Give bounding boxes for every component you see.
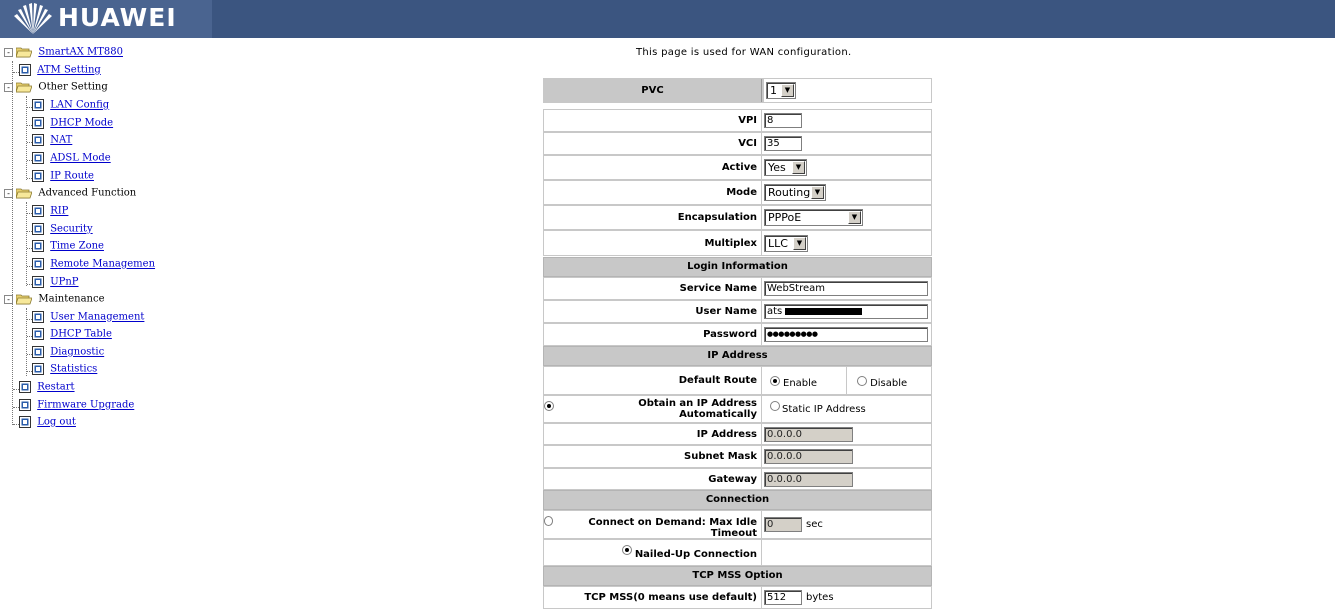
mode-select[interactable] (764, 184, 826, 201)
dropdown-arrow-icon[interactable]: ▼ (848, 211, 861, 224)
nailed-up-row (543, 539, 932, 566)
collapse-icon[interactable]: - (4, 48, 13, 57)
nav-restart[interactable] (19, 381, 75, 397)
idle-timeout-unit: sec (806, 519, 823, 530)
folder-open-icon (16, 46, 32, 58)
nav-security-link[interactable]: Security (50, 223, 93, 235)
ip-address-header: IP Address (543, 346, 932, 366)
static-ip-label: Static IP Address (782, 403, 866, 415)
page-icon (32, 99, 44, 111)
ip-mode-row (543, 395, 932, 423)
nav-statistics-link[interactable]: Statistics (50, 363, 98, 375)
tree-advanced-function-label: Advanced Function (38, 187, 137, 199)
brand-logo (0, 0, 212, 38)
default-route-disable-label: Disable (870, 378, 908, 389)
encapsulation-select[interactable] (764, 209, 863, 226)
multiplex-label: Multiplex (544, 231, 762, 255)
pvc-row (543, 78, 932, 103)
nailed-up-cell (544, 540, 762, 565)
gateway-row (543, 468, 932, 490)
connection-header: Connection (543, 490, 932, 510)
page-icon (19, 381, 31, 393)
page-icon (32, 346, 44, 358)
active-row (543, 155, 932, 180)
brand-name: HUAWEI (58, 3, 177, 32)
nav-dhcp-mode[interactable] (32, 117, 113, 133)
nav-firmware-upgrade[interactable] (19, 399, 134, 415)
default-route-enable-label: Enable (783, 378, 818, 389)
collapse-icon[interactable]: - (4, 189, 13, 198)
nav-dhcp-table[interactable] (32, 328, 112, 344)
redaction-bar (785, 308, 862, 315)
encapsulation-row (543, 205, 932, 230)
nav-dhcp-mode-link[interactable]: DHCP Mode (50, 117, 114, 129)
collapse-icon[interactable]: - (4, 295, 13, 304)
nailed-up-radio[interactable] (622, 545, 632, 555)
nav-security[interactable] (32, 223, 93, 239)
gateway-label: Gateway (544, 469, 762, 489)
subnet-mask-label: Subnet Mask (544, 446, 762, 467)
dropdown-arrow-icon[interactable]: ▼ (811, 186, 824, 199)
nav-firmware-upgrade-link[interactable]: Firmware Upgrade (37, 399, 135, 411)
password-row (543, 323, 932, 346)
folder-open-icon (16, 293, 32, 305)
user-name-row (543, 300, 932, 323)
nav-rip-link[interactable]: RIP (50, 205, 69, 217)
collapse-icon[interactable]: - (4, 83, 13, 92)
page-icon (32, 134, 44, 146)
mode-label: Mode (544, 181, 762, 204)
multiplex-select-value: LLC (768, 236, 788, 250)
multiplex-row (543, 230, 932, 256)
default-route-disable-radio[interactable] (857, 376, 867, 386)
pvc-select-value: 1 (770, 84, 777, 97)
nav-logout[interactable] (19, 416, 76, 432)
page-icon (32, 170, 44, 182)
static-ip-radio[interactable] (770, 401, 780, 411)
page-icon (32, 363, 44, 375)
nav-statistics[interactable] (32, 363, 97, 379)
nav-restart-link[interactable]: Restart (37, 381, 75, 393)
page-icon (32, 311, 44, 323)
idle-timeout-input[interactable]: 0 (764, 517, 802, 532)
page-icon (32, 276, 44, 288)
nav-dhcp-table-link[interactable]: DHCP Table (50, 328, 112, 340)
nav-nat[interactable] (32, 134, 72, 150)
nav-ip-route[interactable] (32, 170, 94, 186)
nav-time-zone[interactable] (32, 240, 104, 256)
nav-user-management-link[interactable]: User Management (50, 311, 145, 323)
subnet-mask-row (543, 445, 932, 468)
dropdown-arrow-icon[interactable]: ▼ (781, 84, 794, 97)
tcp-mss-unit: bytes (806, 592, 834, 603)
vci-label: VCI (544, 133, 762, 154)
folder-open-icon (16, 81, 32, 93)
gateway-input[interactable]: 0.0.0.0 (764, 472, 853, 487)
tree-root-link[interactable]: SmartAX MT880 (38, 46, 123, 58)
active-label: Active (544, 156, 762, 179)
user-name-input[interactable] (764, 304, 928, 319)
nav-atm-setting-link[interactable]: ATM Setting (37, 64, 101, 76)
vci-row (543, 132, 932, 155)
page-icon (32, 117, 44, 129)
tree-maintenance[interactable] (4, 293, 105, 309)
nav-nat-link[interactable]: NAT (50, 134, 73, 146)
tree-other-setting[interactable] (4, 81, 108, 97)
subnet-mask-input[interactable]: 0.0.0.0 (764, 449, 853, 464)
ip-address-input[interactable]: 0.0.0.0 (764, 427, 853, 442)
header-bar (0, 0, 1335, 38)
nav-upnp-link[interactable]: UPnP (50, 276, 79, 288)
mode-row (543, 180, 932, 205)
active-select[interactable] (764, 159, 807, 176)
nav-diagnostic[interactable] (32, 346, 104, 362)
page-icon (32, 223, 44, 235)
tree-maintenance-label: Maintenance (38, 293, 105, 305)
password-input[interactable]: ●●●●●●●●● (764, 327, 928, 342)
default-route-row (543, 366, 932, 395)
nav-atm-setting[interactable] (19, 64, 101, 80)
obtain-auto-radio[interactable] (544, 401, 554, 411)
nav-rip[interactable] (32, 205, 68, 221)
default-route-label: Default Route (544, 367, 762, 394)
nav-lan-config-link[interactable]: LAN Config (50, 99, 110, 111)
dropdown-arrow-icon[interactable]: ▼ (792, 161, 805, 174)
tcp-mss-input[interactable]: 512 (764, 590, 802, 605)
page-icon (32, 328, 44, 340)
nav-upnp[interactable] (32, 276, 79, 292)
page-icon (32, 152, 44, 164)
user-name-value: ats (767, 306, 783, 317)
page-description: This page is used for WAN configuration. (636, 47, 852, 58)
mode-select-value: Routing (768, 186, 811, 199)
nav-remote-management[interactable] (32, 258, 155, 274)
obtain-auto-cell (544, 396, 762, 422)
service-name-label: Service Name (544, 278, 762, 299)
nav-remote-management-link[interactable]: Remote Managemen (50, 258, 156, 270)
nav-lan-config[interactable] (32, 99, 109, 115)
multiplex-select[interactable] (764, 235, 808, 252)
vci-input[interactable]: 35 (764, 136, 802, 151)
vpi-label: VPI (544, 110, 762, 131)
page-icon (32, 205, 44, 217)
nailed-up-label: Nailed-Up Connection (634, 549, 757, 560)
encapsulation-select-value: PPPoE (768, 211, 802, 224)
password-label: Password (544, 324, 762, 345)
vpi-row (543, 109, 932, 132)
connect-on-demand-cell (544, 511, 762, 538)
service-name-row (543, 277, 932, 300)
obtain-auto-label: Obtain an IP Address Automatically (638, 398, 757, 420)
connect-on-demand-row (543, 510, 932, 539)
nav-user-management[interactable] (32, 311, 144, 327)
encapsulation-label: Encapsulation (544, 206, 762, 229)
default-route-enable-radio[interactable] (770, 376, 780, 386)
user-name-label: User Name (544, 301, 762, 322)
page-icon (19, 416, 31, 428)
active-select-value: Yes (768, 161, 786, 174)
ip-address-row (543, 423, 932, 445)
page-icon (32, 258, 44, 270)
service-name-input[interactable]: WebStream (764, 281, 928, 296)
dropdown-arrow-icon[interactable]: ▼ (793, 237, 806, 250)
tcp-mss-header: TCP MSS Option (543, 566, 932, 586)
tree-advanced-function[interactable] (4, 187, 136, 203)
connect-on-demand-label: Connect on Demand: Max Idle Timeout (588, 516, 757, 539)
nav-adsl-mode-link[interactable]: ADSL Mode (50, 152, 111, 164)
login-information-header: Login Information (543, 257, 932, 277)
page-icon (32, 240, 44, 252)
tree-other-setting-label: Other Setting (38, 81, 108, 93)
nav-diagnostic-link[interactable]: Diagnostic (50, 346, 105, 358)
connect-on-demand-radio[interactable] (544, 516, 553, 526)
page-icon (19, 399, 31, 411)
nav-time-zone-link[interactable]: Time Zone (50, 240, 104, 252)
pvc-select[interactable] (766, 82, 796, 99)
nav-adsl-mode[interactable] (32, 152, 111, 168)
folder-open-icon (16, 187, 32, 199)
vpi-input[interactable]: 8 (764, 113, 802, 128)
pvc-label: PVC (544, 79, 762, 102)
huawei-fan-icon (10, 2, 56, 36)
nav-logout-link[interactable]: Log out (37, 416, 76, 428)
ip-address-label: IP Address (544, 424, 762, 444)
tcp-mss-row (543, 586, 932, 609)
tcp-mss-label: TCP MSS(0 means use default) (544, 587, 762, 608)
page-icon (19, 64, 31, 76)
nav-ip-route-link[interactable]: IP Route (50, 170, 94, 182)
tree-root[interactable] (4, 46, 123, 62)
